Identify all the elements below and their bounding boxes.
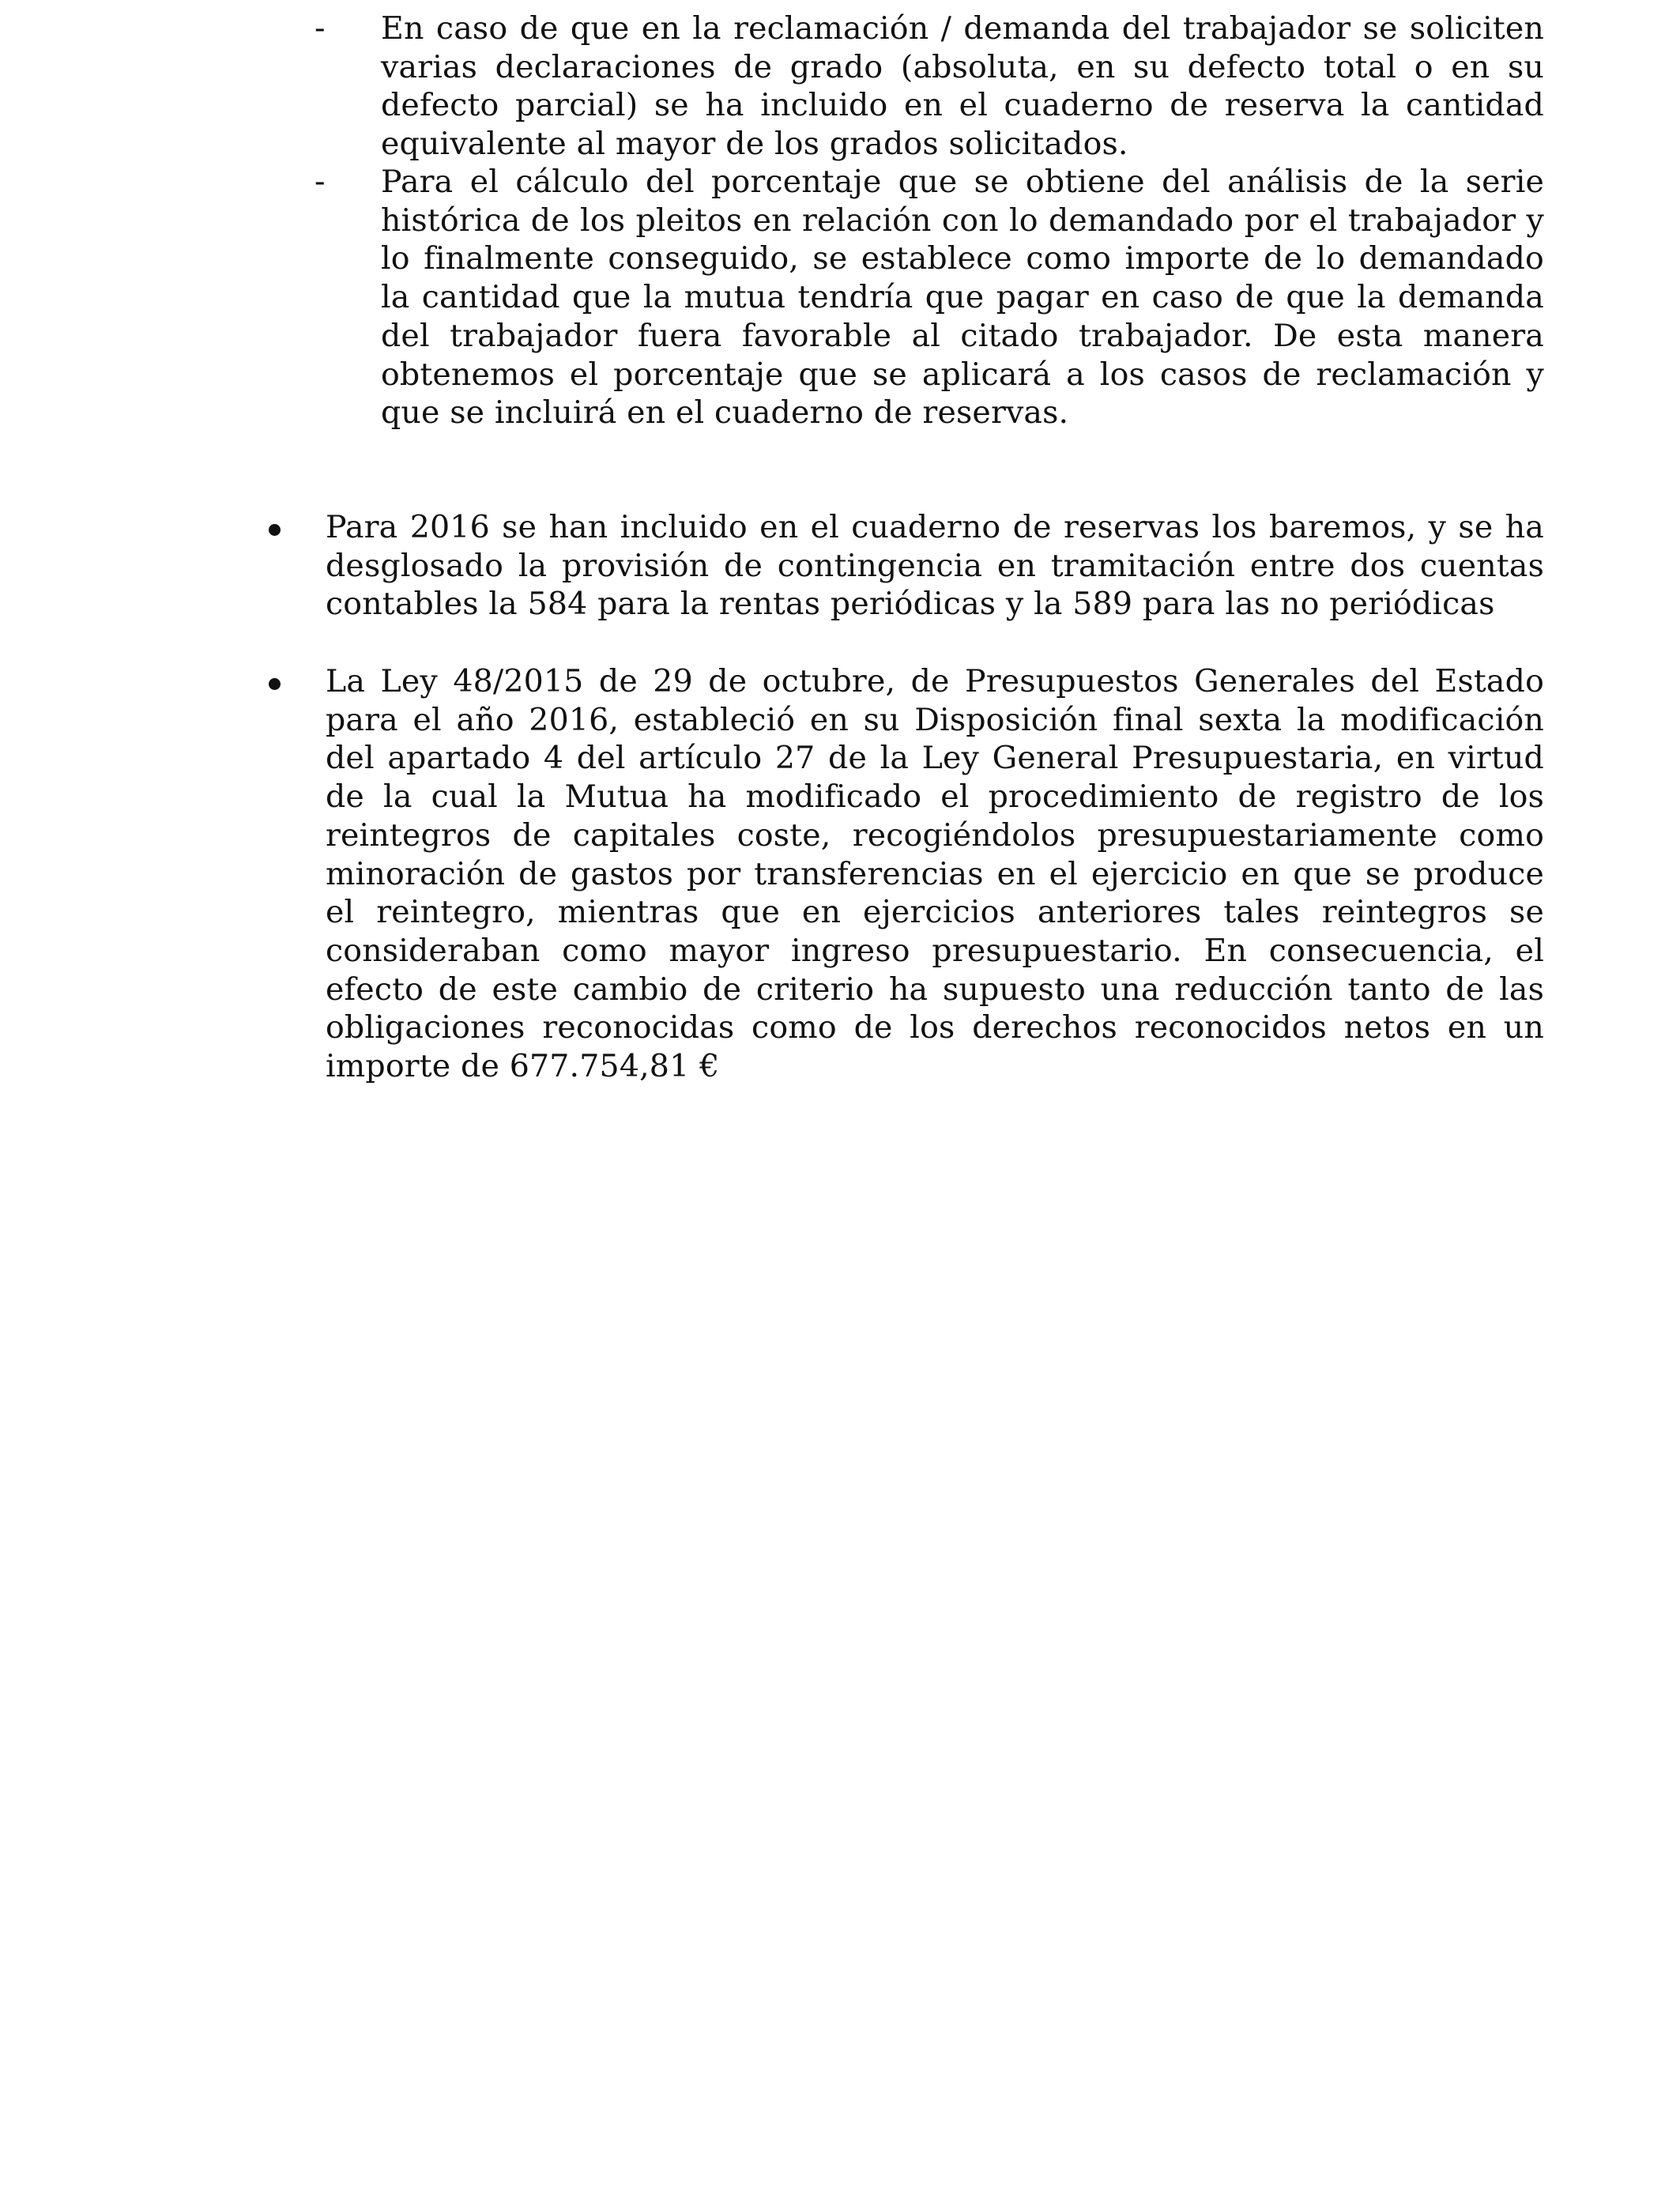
dash-list-item xyxy=(315,9,1544,164)
dash-item-text: Para el cálculo del porcentaje que se obtiene del análisis de la serie histórica de los pleitos en relación con lo demandado por el trabajador y lo finalmente conseguido, se establece como importe de lo demandado la cantidad que la mutua tendría que pagar en caso de que la demanda del trabajador fuera favorable al citado trabajador. De esta manera obtenemos el porcentaje que se aplicará a los casos de reclamación y que se incluirá en el cuaderno de reservas. xyxy=(381,164,1544,432)
bullet-item-text: Para 2016 se han incluido en el cuaderno de reservas los baremos, y se ha desglosado la provisión de contingencia en tramitación entre dos cuentas contables la 584 para la rentas periódicas y la 589 para las no periódicas xyxy=(326,509,1544,623)
bullet-dot-icon xyxy=(269,524,281,536)
bullet-dot-icon xyxy=(269,678,281,690)
dash-marker: - xyxy=(315,164,326,200)
bullet-list-item xyxy=(261,662,1544,1089)
dash-marker: - xyxy=(315,10,326,47)
dash-item-text: En caso de que en la reclamación / demanda del trabajador se soliciten varias declaraciones de grado (absoluta, en su defecto total o en su defecto parcial) se ha incluido en el cuaderno de reserva la cantidad equivalente al mayor de los grados solicitados. xyxy=(381,10,1544,163)
dash-list-item xyxy=(315,163,1544,435)
bullet-item-text: La Ley 48/2015 de 29 de octubre, de Presupuestos Generales del Estado para el año 2016, estableció en su Disposición final sexta la modificación del apartado 4 del artículo 27 de la Ley General Presupuestaria, en virtud de la cual la Mutua ha modificado el procedimiento de registro de los reintegros de capitales coste, recogiéndolos presupuestariamente como minoración de gastos por transferencias en el ejercicio en que se produce el reintegro, mientras que en ejercicios anteriores tales reintegros se consideraban como mayor ingreso presupuestario. En consecuencia, el efecto de este cambio de criterio ha supuesto una reducción tanto de las obligaciones reconocidas como de los derechos reconocidos netos en un importe de 677.754,81 € xyxy=(326,663,1544,1085)
bullet-list-item xyxy=(261,508,1544,627)
